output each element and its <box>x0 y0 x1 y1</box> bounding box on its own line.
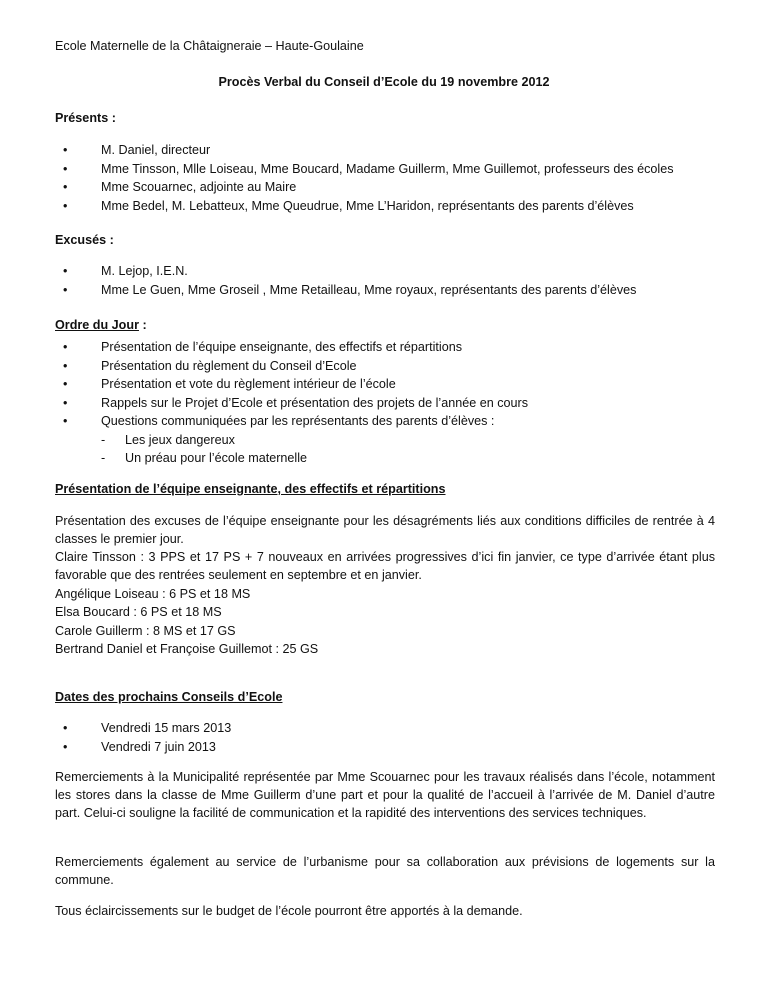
bullet-icon: • <box>63 161 68 176</box>
bullet-icon: • <box>63 282 68 297</box>
paragraph-remerciements-urbanisme: Remerciements également au service de l’urbanisme pour sa collaboration aux prévisions de logements sur la commune. <box>55 855 715 887</box>
dash-icon: - <box>101 451 106 465</box>
document-title: Procès Verbal du Conseil d’Ecole du 19 novembre 2012 <box>218 75 550 89</box>
excuses-heading: Excusés : <box>55 233 114 247</box>
bullet-icon: • <box>63 377 68 391</box>
presents-heading: Présents : <box>55 111 116 125</box>
bullet-icon: • <box>63 414 68 428</box>
list-item: • Présentation de l’équipe enseignante, des effectifs et répartitions <box>63 340 463 354</box>
bullet-icon: • <box>63 739 68 754</box>
list-item: • Mme Bedel, M. Lebatteux, Mme Queudrue, Mme L’Haridon, représentants des parents d’élèves <box>63 198 634 213</box>
bullet-icon: • <box>63 198 68 213</box>
line-daniel-guillemot: Bertrand Daniel et Françoise Guillemot : 25 GS <box>55 642 319 656</box>
section-heading-equipe: Présentation de l’équipe enseignante, des effectifs et répartitions <box>55 482 446 496</box>
list-item: • Questions communiquées par les représentants des parents d’élèves : <box>63 414 495 428</box>
dates-list <box>55 719 715 756</box>
list-item: • M. Daniel, directeur <box>63 143 211 157</box>
sub-list-item: - Un préau pour l’école maternelle <box>101 451 308 465</box>
paragraph-tinsson: Claire Tinsson : 3 PPS et 17 PS + 7 nouveaux en arrivées progressives d’ici fin janvier, ce type d’arrivée étant plus favorable que des rentrées seulement en septembre et en janvier. <box>55 550 715 582</box>
line-boucard: Elsa Boucard : 6 PS et 18 MS <box>55 605 222 619</box>
list-item: • Mme Tinsson, Mlle Loiseau, Mme Boucard, Madame Guillerm, Mme Guillemot, professeurs des écoles <box>63 161 674 176</box>
dash-icon: - <box>101 432 106 447</box>
section-heading-dates: Dates des prochains Conseils d’Ecole <box>55 690 283 704</box>
line-loiseau: Angélique Loiseau : 6 PS et 18 MS <box>55 587 251 601</box>
school-header: Ecole Maternelle de la Châtaigneraie – Haute-Goulaine <box>55 39 364 53</box>
bullet-icon: • <box>63 180 68 194</box>
sub-list-item: - Les jeux dangereux <box>101 432 235 447</box>
bullet-icon: • <box>63 264 68 278</box>
paragraph-excuses: Présentation des excuses de l’équipe enseignante pour les désagréments liés aux conditions difficiles de rentrée à 4 classes le premier jour. <box>55 514 715 546</box>
list-item: • Présentation du règlement du Conseil d’Ecole <box>63 358 357 373</box>
bullet-icon: • <box>63 395 68 410</box>
line-guillerm: Carole Guillerm : 8 MS et 17 GS <box>55 624 236 638</box>
ordre-heading: Ordre du Jour : <box>55 318 147 332</box>
bullet-icon: • <box>63 358 68 373</box>
list-item: • Vendredi 7 juin 2013 <box>63 739 216 754</box>
list-item: • Présentation et vote du règlement intérieur de l’école <box>63 377 396 391</box>
ordre-list <box>55 338 715 468</box>
list-item: • Vendredi 15 mars 2013 <box>63 721 232 735</box>
paragraph-budget: Tous éclaircissements sur le budget de l’école pourront être apportés à la demande. <box>55 904 523 918</box>
excuses-list <box>55 262 715 299</box>
list-item: • Mme Le Guen, Mme Groseil , Mme Retailleau, Mme royaux, représentants des parents d’élèves <box>63 282 637 297</box>
list-item: • Rappels sur le Projet d’Ecole et présentation des projets de l’année en cours <box>63 395 529 410</box>
presents-list <box>55 141 715 215</box>
bullet-icon: • <box>63 721 68 735</box>
list-item: • M. Lejop, I.E.N. <box>63 264 188 278</box>
bullet-icon: • <box>63 340 68 354</box>
list-item: • Mme Scouarnec, adjointe au Maire <box>63 180 297 194</box>
bullet-icon: • <box>63 143 68 157</box>
paragraph-remerciements-municipalite: Remerciements à la Municipalité représentée par Mme Scouarnec pour les travaux réalisés dans l’école, notamment les stores dans la classe de Mme Guillerm d’une part et pour la qualité de l’accueil à l’arrivée de M. Daniel d’autre part. Celui-ci souligne la facilité de communication et la rapidité des interventions des services techniques. <box>55 770 715 820</box>
